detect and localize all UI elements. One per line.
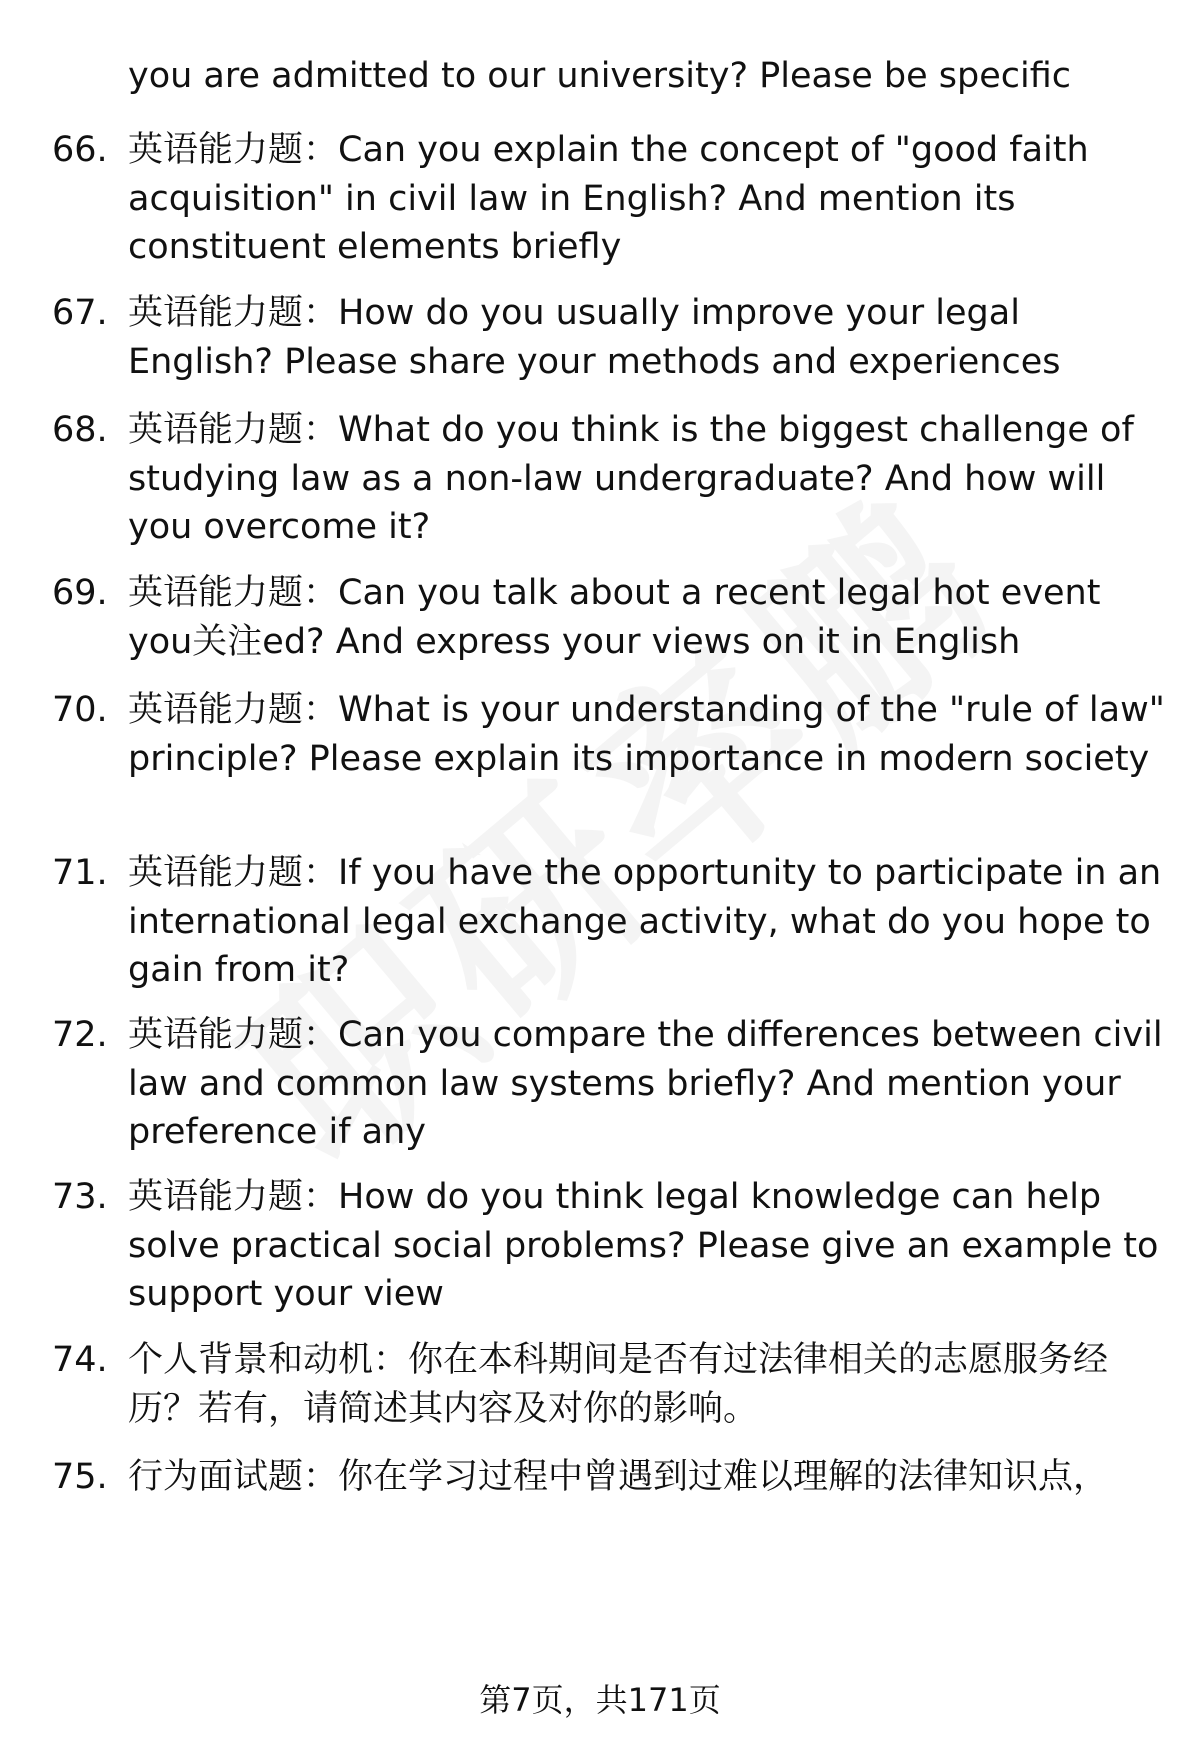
- item-text: 英语能力题：How do you usually improve your legal English? Please share your methods and experiences: [128, 293, 1061, 382]
- item-text: 英语能力题：Can you compare the differences between civil law and common law systems briefly? And mention your preference if any: [128, 1015, 1163, 1152]
- item-number: 66.: [52, 130, 108, 170]
- item-text: 行为面试题：你在学习过程中曾遇到过难以理解的法律知识点，: [128, 1457, 1109, 1497]
- item-number: 68.: [52, 410, 108, 450]
- item-text: 英语能力题：If you have the opportunity to participate in an international legal exchange activity, what do you hope to gain from it?: [128, 853, 1162, 990]
- item-number: 71.: [52, 853, 108, 893]
- item-text: 英语能力题：Can you talk about a recent legal hot event you关注ed? And express your views on it in English: [128, 573, 1101, 662]
- item-number: 70.: [52, 690, 108, 730]
- item-number: 74.: [52, 1340, 108, 1380]
- item-text: 英语能力题：How do you think legal knowledge can help solve practical social problems? Please give an example to support your view: [128, 1177, 1159, 1314]
- item-text: 英语能力题：Can you explain the concept of "good faith acquisition" in civil law in English? And mention its constituent elements briefly: [128, 130, 1089, 267]
- item-text: 个人背景和动机：你在本科期间是否有过法律相关的志愿服务经历？若有，请简述其内容及对你的影响。: [128, 1340, 1109, 1429]
- item-text: 英语能力题：What is your understanding of the "rule of law" principle? Please explain its importance in modern society: [128, 690, 1165, 779]
- item-number: 72.: [52, 1015, 108, 1055]
- item-number: 67.: [52, 293, 108, 333]
- item-number: 69.: [52, 573, 108, 613]
- item-number: 73.: [52, 1177, 108, 1217]
- item-text: 英语能力题：What do you think is the biggest challenge of studying law as a non-law undergraduate? And how will you overcome it?: [128, 410, 1134, 547]
- continuation-text: you are admitted to our university? Please be specific: [128, 56, 1071, 96]
- item-number: 75.: [52, 1457, 108, 1497]
- page-footer: 第7页，共171页: [479, 1681, 721, 1719]
